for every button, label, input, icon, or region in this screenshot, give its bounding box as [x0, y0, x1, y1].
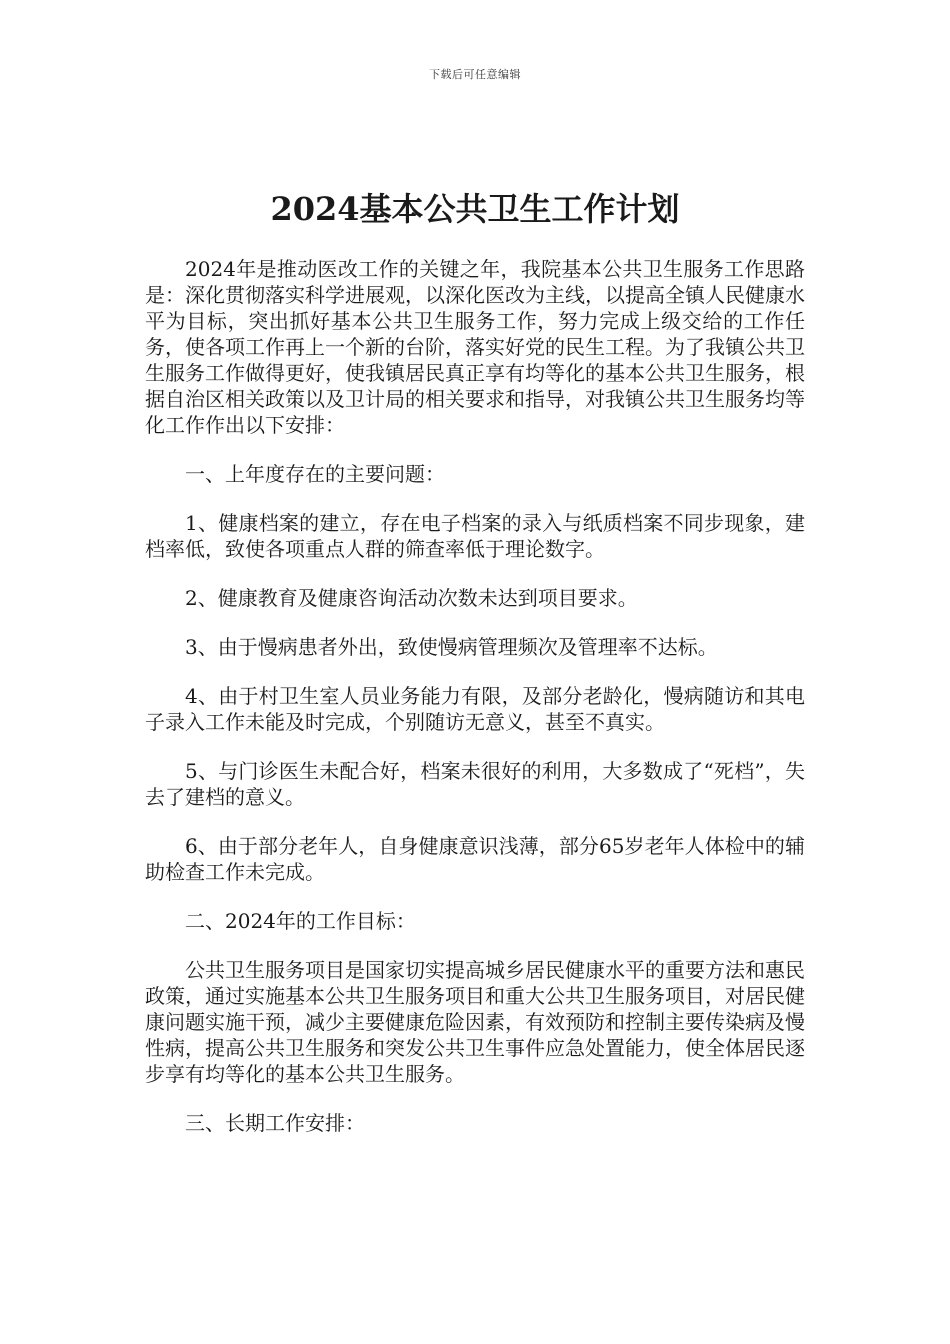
document-body [145, 256, 805, 1136]
problem-item-6: 6、由于部分老年人，自身健康意识浅薄，部分65岁老年人体检中的辅助检查工作未完成。 [145, 834, 805, 884]
paragraph-intro: 2024年是推动医改工作的关键之年，我院基本公共卫生服务工作思路是：深化贯彻落实科学进展观，以深化医改为主线，以提高全镇人民健康水平为目标，突出抓好基本公共卫生服务工作，努力完成上级交给的工作任务，使各项工作再上一个新的台阶，落实好党的民生工程。为了我镇公共卫生服务工作做得更好，使我镇居民真正享有均等化的基本公共卫生服务，根据自治区相关政策以及卫计局的相关要求和指导，对我镇公共卫生服务均等化工作作出以下安排： [145, 257, 805, 437]
problem-item-1: 1、健康档案的建立，存在电子档案的录入与纸质档案不同步现象，建档率低，致使各项重点人群的筛查率低于理论数字。 [145, 511, 805, 561]
document-title: 2024基本公共卫生工作计划 [270, 190, 680, 228]
problem-item-4: 4、由于村卫生室人员业务能力有限，及部分老龄化，慢病随访和其电子录入工作未能及时完成，个别随访无意义，甚至不真实。 [145, 684, 805, 734]
section-heading-long-term: 三、长期工作安排： [185, 1111, 365, 1135]
problem-item-5: 5、与门诊医生未配合好，档案未很好的利用，大多数成了“死档”，失去了建档的意义。 [145, 759, 805, 809]
section-heading-problems: 一、上年度存在的主要问题： [185, 462, 445, 486]
header-note: 下载后可任意编辑 [429, 68, 521, 81]
paragraph-goals: 公共卫生服务项目是国家切实提高城乡居民健康水平的重要方法和惠民政策，通过实施基本公共卫生服务项目和重大公共卫生服务项目，对居民健康问题实施干预，减少主要健康危险因素，有效预防和控制主要传染病及慢性病，提高公共卫生服务和突发公共卫生事件应急处置能力，使全体居民逐步享有均等化的基本公共卫生服务。 [145, 958, 805, 1086]
section-heading-goals: 二、2024年的工作目标： [185, 909, 416, 933]
problem-item-2: 2、健康教育及健康咨询活动次数未达到项目要求。 [185, 586, 638, 610]
problem-item-3: 3、由于慢病患者外出，致使慢病管理频次及管理率不达标。 [185, 635, 718, 659]
